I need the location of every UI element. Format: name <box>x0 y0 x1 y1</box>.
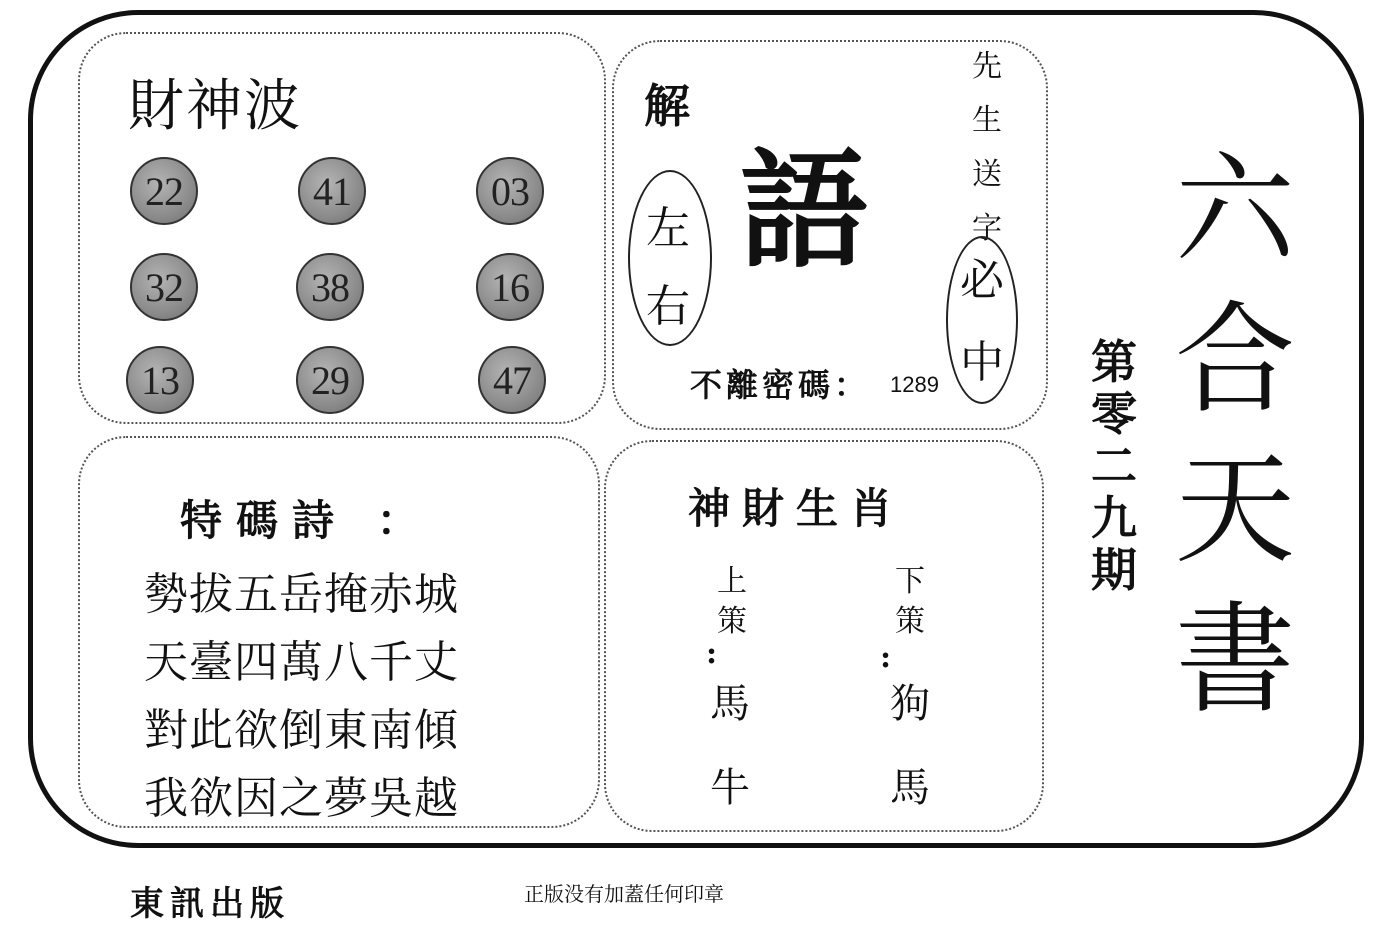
upper-label-char: 策 <box>717 604 747 639</box>
lower-label <box>890 562 930 642</box>
poem-line: 對此欲倒東南傾 <box>144 705 459 756</box>
zodiac-title: 神財生肖 <box>688 484 905 533</box>
upper-label <box>712 562 752 642</box>
send-char: 先 <box>972 49 1002 84</box>
number-ball: 22 <box>130 157 198 225</box>
notice: 正版没有加蓋任何印章 <box>524 882 724 906</box>
issue-char: 期 <box>1091 543 1137 597</box>
issue-char: 九 <box>1091 491 1137 545</box>
send-char: 生 <box>972 103 1002 138</box>
send-char: 字 <box>972 211 1002 246</box>
title-char: 書 <box>1175 591 1295 730</box>
secret-code-value: 1289 <box>890 372 939 397</box>
issue-number <box>1086 336 1142 596</box>
lower-label-char: 策 <box>895 604 925 639</box>
poem-title: 特碼詩 ： <box>180 496 433 545</box>
riddle-right: 右 <box>646 281 690 332</box>
issue-char: 零 <box>1091 387 1137 441</box>
number-ball: 47 <box>478 346 546 414</box>
poem-line: 天臺四萬八千丈 <box>144 637 459 688</box>
send-char: 送 <box>972 157 1002 192</box>
number-ball: 38 <box>296 253 364 321</box>
upper-label-char: 上 <box>717 564 747 599</box>
lower-zodiac: 狗 <box>890 681 930 727</box>
number-ball: 32 <box>130 253 198 321</box>
secret-code-label: 不離密碼： <box>690 366 871 404</box>
number-ball: 03 <box>476 157 544 225</box>
poem-line: 勢拔五岳掩赤城 <box>144 569 459 620</box>
issue-char: 第 <box>1091 335 1137 389</box>
wave-title: 財神波 <box>128 74 302 139</box>
title-char: 天 <box>1175 441 1295 580</box>
poem-line: 我欲因之夢吳越 <box>144 773 459 824</box>
upper-colon: : <box>706 636 718 671</box>
riddle-jie: 解 <box>644 79 690 133</box>
lower-label-char: 下 <box>895 564 925 599</box>
riddle-bi: 必 <box>960 255 1004 306</box>
number-ball: 13 <box>126 346 194 414</box>
number-ball: 16 <box>476 253 544 321</box>
riddle-left: 左 <box>646 203 690 254</box>
publisher: 東訊出版 <box>130 884 290 924</box>
riddle-zhong: 中 <box>960 337 1004 388</box>
main-title <box>1170 136 1300 736</box>
lower-colon: : <box>880 640 892 675</box>
issue-char: 二 <box>1091 439 1137 493</box>
lower-zodiac: 馬 <box>890 765 930 811</box>
upper-zodiac: 馬 <box>710 681 750 727</box>
title-char: 六 <box>1175 141 1295 280</box>
send-text <box>970 40 1004 256</box>
number-ball: 29 <box>296 346 364 414</box>
number-ball: 41 <box>298 157 366 225</box>
riddle-yu: 語 <box>740 137 869 286</box>
upper-zodiac: 牛 <box>710 765 750 811</box>
title-char: 合 <box>1175 291 1295 430</box>
